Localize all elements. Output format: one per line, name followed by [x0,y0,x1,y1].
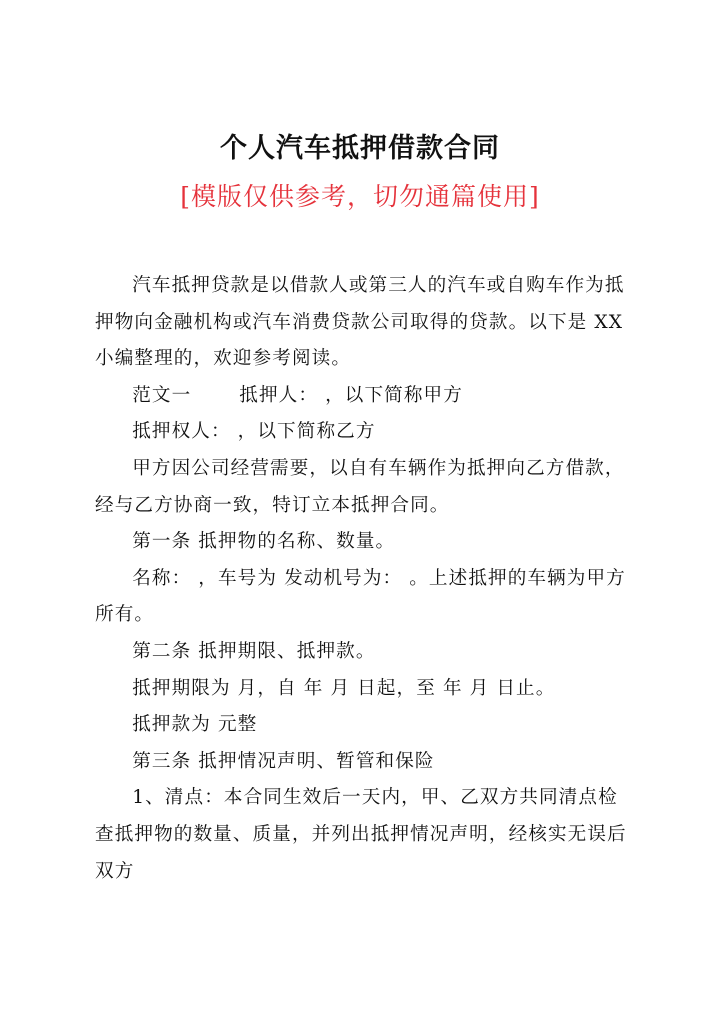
mortgage-period-line: 抵押期限为 月，自 年 月 日起，至 年 月 日止。 [132,677,556,699]
mortgagee-line: 抵押权人： ，以下简称乙方 [132,421,376,443]
template-notice: [模版仅供参考，切勿通篇使用] [180,182,540,211]
article-3-heading: 第三条 抵押情况声明、暂管和保险 [132,750,435,772]
preamble-paragraph: 甲方因公司经营需要，以自有车辆作为抵押向乙方借款，经与乙方协商一致，特订立本抵押合同。 [95,457,625,516]
article-3-clause-1: 1、清点：本合同生效后一天内，甲、乙双方共同清点检查抵押物的数量、质量，并列出抵押情况声明，经核实无误后双方 [95,787,627,882]
article-2-heading: 第二条 抵押期限、抵押款。 [132,640,376,662]
mortgagor-line: 抵押人： ，以下简称甲方 [239,384,463,406]
article-1-heading: 第一条 抵押物的名称、数量。 [132,531,396,553]
document-body [95,268,635,890]
intro-paragraph: 汽车抵押贷款是以借款人或第三人的汽车或自购车作为抵押物向金融机构或汽车消费贷款公司取得的贷款。以下是 XX 小编整理的，欢迎参考阅读。 [95,275,625,370]
document-title: 个人汽车抵押借款合同 [220,133,500,164]
article-1-content: 名称： ，车号为 发动机号为： 。上述抵押的车辆为甲方所有。 [95,567,626,626]
sample-heading-line [95,378,635,415]
sample-label: 范文一 [132,384,192,406]
mortgage-amount-line: 抵押款为 元整 [132,714,258,736]
